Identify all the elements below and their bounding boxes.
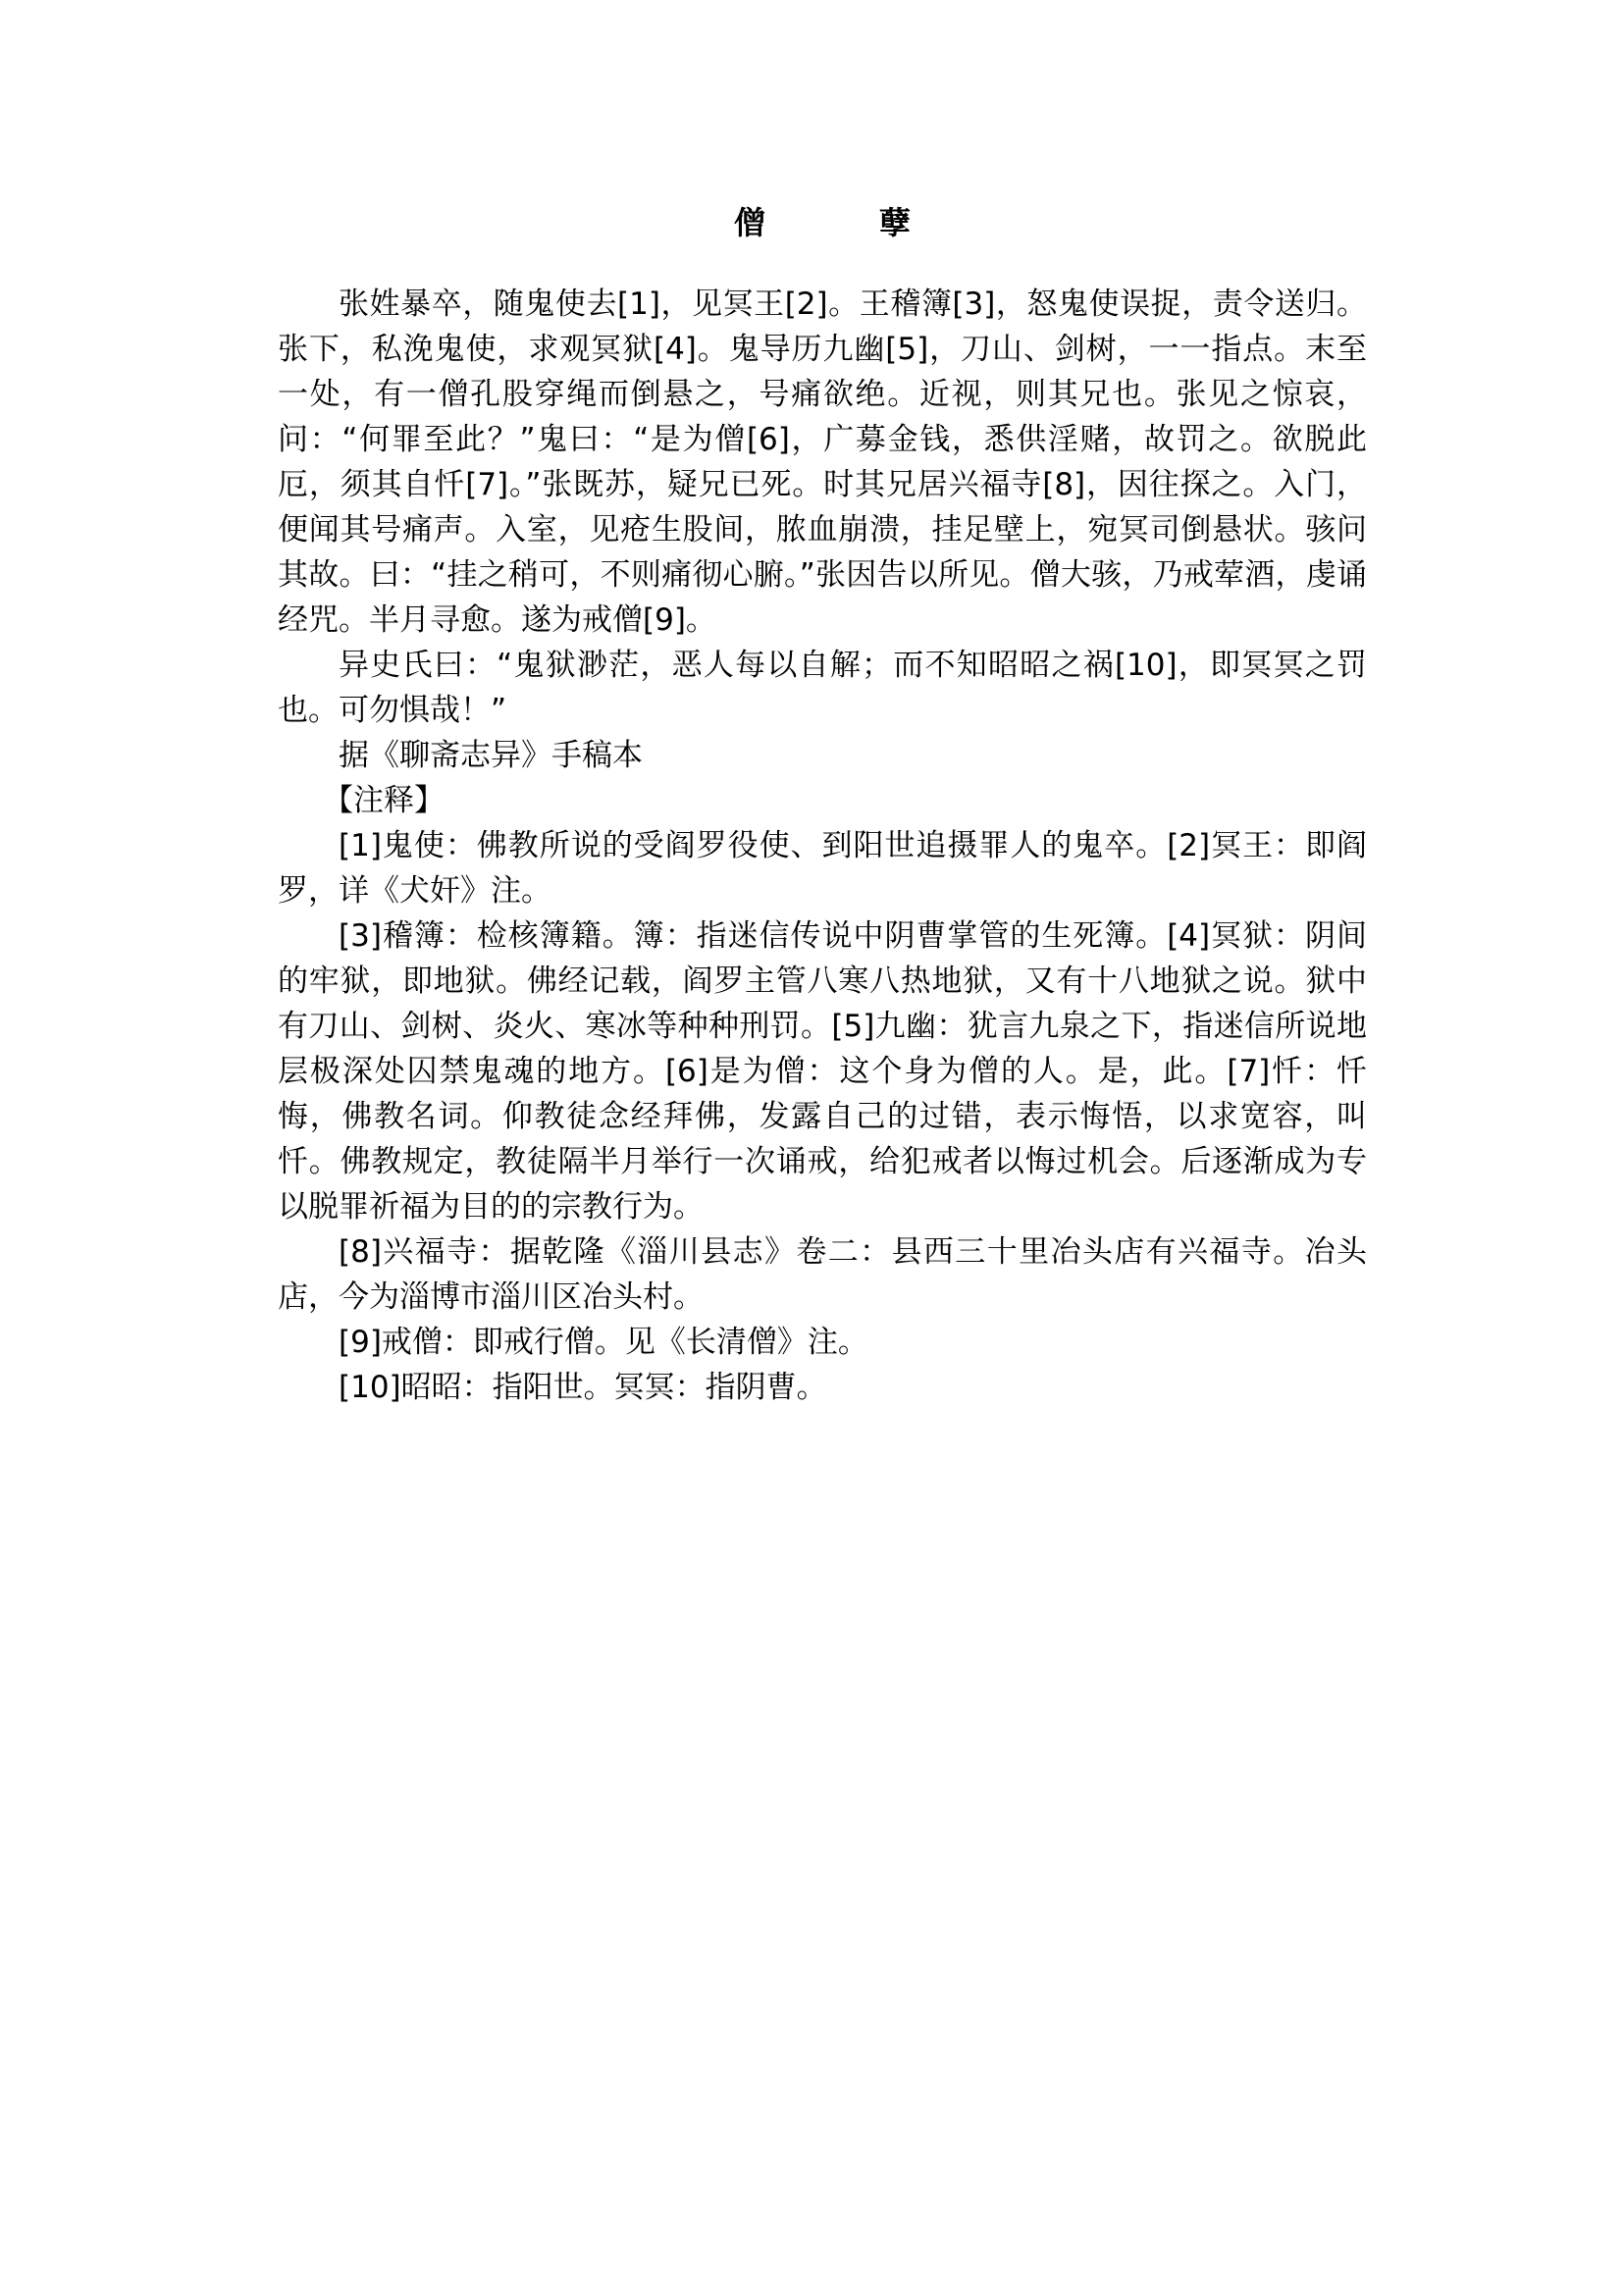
note-item: [10]昭昭：指阳世。冥冥：指阴曹。	[339, 1370, 827, 1405]
notes-heading: 【注释】	[323, 783, 445, 818]
commentary-paragraph: 异史氏曰：“鬼狱渺茫，恶人每以自解；而不知昭昭之祸[10]，即冥冥之罚也。可勿惧哉！”	[278, 648, 1367, 728]
story-paragraph: 张姓暴卒，随鬼使去[1]，见冥王[2]。王稽簿[3]，怒鬼使误捉，责令送归。张下，私浼鬼使，求观冥狱[4]。鬼导历九幽[5]，刀山、剑树，一一指点。末至一处，有一僧孔股穿绳而倒悬之，号痛欲绝。近视，则其兄也。张见之惊哀，问：“何罪至此？”鬼曰：“是为僧[6]，广募金钱，悉供淫赌，故罚之。欲脱此厄，须其自忏[7]。”张既苏，疑兄已死。时其兄居兴福寺[8]，因往探之。入门，便闻其号痛声。入室，见疮生股间，脓血崩溃，挂足壁上，宛冥司倒悬状。骇问其故。曰：“挂之稍可，不则痛彻心腑。”张因告以所见。僧大骇，乃戒荤酒，虔诵经咒。半月寻愈。遂为戒僧[9]。	[278, 287, 1367, 638]
note-item: [1]鬼使：佛教所说的受阎罗役使、到阳世追摄罪人的鬼卒。[2]冥王：即阎罗，详《犬奸》注。	[278, 828, 1367, 909]
document-page	[278, 201, 1367, 1410]
source-line: 据《聊斋志异》手稿本	[339, 738, 643, 773]
document-title: 僧 孽	[733, 204, 952, 241]
note-item: [8]兴福寺：据乾隆《淄川县志》卷二：县西三十里冶头店有兴福寺。冶头店，今为淄博市淄川区冶头村。	[278, 1234, 1367, 1315]
note-item: [9]戒僧：即戒行僧。见《长清僧》注。	[339, 1325, 868, 1360]
note-item: [3]稽簿：检核簿籍。簿：指迷信传说中阴曹掌管的生死簿。[4]冥狱：阴间的牢狱，即地狱。佛经记载，阎罗主管八寒八热地狱，又有十八地狱之说。狱中有刀山、剑树、炎火、寒冰等种种刑罚。[5]九幽：犹言九泉之下，指迷信所说地层极深处囚禁鬼魂的地方。[6]是为僧：这个身为僧的人。是，此。[7]忏：忏悔，佛教名词。仰教徒念经拜佛，发露自己的过错，表示悔悟，以求宽容，叫忏。佛教规定，教徒隔半月举行一次诵戒，给犯戒者以悔过机会。后逐渐成为专以脱罪祈福为目的的宗教行为。	[278, 918, 1367, 1225]
